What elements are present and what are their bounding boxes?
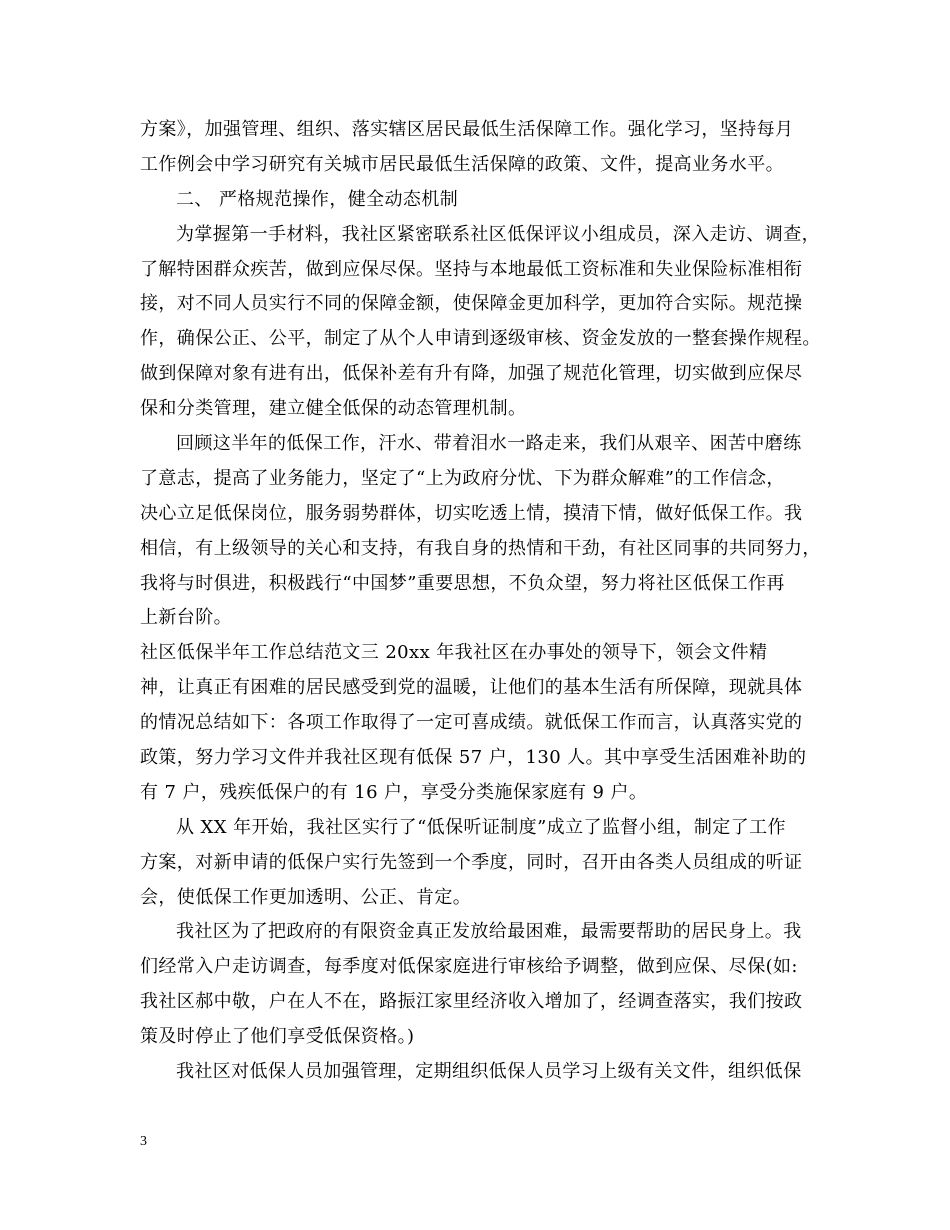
text-line: 二、 严格规范操作，健全动态机制 — [176, 188, 459, 210]
text-line: 工作例会中学习研究有关城市居民最低生活保障的政策、文件，提高业务水平。 — [140, 153, 784, 175]
text-line: 我社区对低保人员加强管理，定期组织低保人员学习上级有关文件，组织低保 — [176, 1061, 802, 1083]
text-line: 上新台阶。 — [140, 607, 232, 629]
text-line: 政策，努力学习文件并我社区现有低保 57 户，130 人。其中享受生活困难补助的 — [140, 747, 807, 769]
text-line: 回顾这半年的低保工作，汗水、带着泪水一路走来，我们从艰辛、困苦中磨练 — [176, 433, 802, 455]
text-line: 社区低保半年工作总结范文三 20xx 年我社区在办事处的领导下，领会文件精 — [140, 642, 768, 664]
text-line: 从 XX 年开始，我社区实行了“低保听证制度”成立了监督小组，制定了工作 — [176, 816, 786, 838]
text-line: 有 7 户，残疾低保户的有 16 户，享受分类施保家庭有 9 户。 — [140, 781, 648, 803]
text-line: 相信，有上级领导的关心和支持，有我自身的热情和干劲，有社区同事的共同努力， — [140, 537, 821, 559]
text-line: 方案，对新申请的低保户实行先签到一个季度，同时，召开由各类人员组成的听证 — [140, 851, 803, 873]
text-line: 我社区为了把政府的有限资金真正发放给最困难，最需要帮助的居民身上。我 — [176, 921, 802, 943]
text-line: 的情况总结如下：各项工作取得了一定可喜成绩。就低保工作而言，认真落实党的 — [140, 712, 803, 734]
text-line: 作，确保公正、公平，制定了从个人申请到逐级审核、资金发放的一整套操作规程。 — [140, 328, 821, 350]
text-line: 决心立足低保岗位，服务弱势群体，切实吃透上情，摸清下情，做好低保工作。我 — [140, 502, 803, 524]
text-line: 策及时停止了他们享受低保资格。) — [140, 1026, 415, 1048]
text-line: 接，对不同人员实行不同的保障金额，使保障金更加科学，更加符合实际。规范操 — [140, 293, 803, 315]
text-line: 方案》，加强管理、组织、落实辖区居民最低生活保障工作。强化学习，坚持每月 — [140, 119, 794, 140]
text-line: 们经常入户走访调查，每季度对低保家庭进行审核给予调整，做到应保、尽保(如: — [140, 956, 798, 978]
text-line: 保和分类管理，建立健全低保的动态管理机制。 — [140, 398, 527, 420]
text-line: 了解特困群众疾苦，做到应保尽保。坚持与本地最低工资标准和失业保险标准相衔 — [140, 258, 803, 280]
text-line: 我将与时俱进，积极践行“中国梦”重要思想，不负众望，努力将社区低保工作再 — [140, 572, 785, 594]
page-number: 3 — [140, 1134, 147, 1149]
document-body — [140, 113, 830, 1090]
text-line: 为掌握第一手材料，我社区紧密联系社区低保评议小组成员，深入走访、调查， — [176, 223, 820, 245]
text-line: 会，使低保工作更加透明、公正、肯定。 — [140, 886, 472, 908]
text-line: 了意志，提高了业务能力，坚定了“上为政府分忧、下为群众解难”的工作信念， — [140, 467, 785, 489]
text-line: 我社区郝中敬，户在人不在，路振江家里经济收入增加了，经调查落实，我们按政 — [140, 991, 803, 1013]
text-line: 神，让真正有困难的居民感受到党的温暖，让他们的基本生活有所保障，现就具体 — [140, 677, 803, 699]
text-line: 做到保障对象有进有出，低保补差有升有降，加强了规范化管理，切实做到应保尽 — [140, 363, 803, 385]
